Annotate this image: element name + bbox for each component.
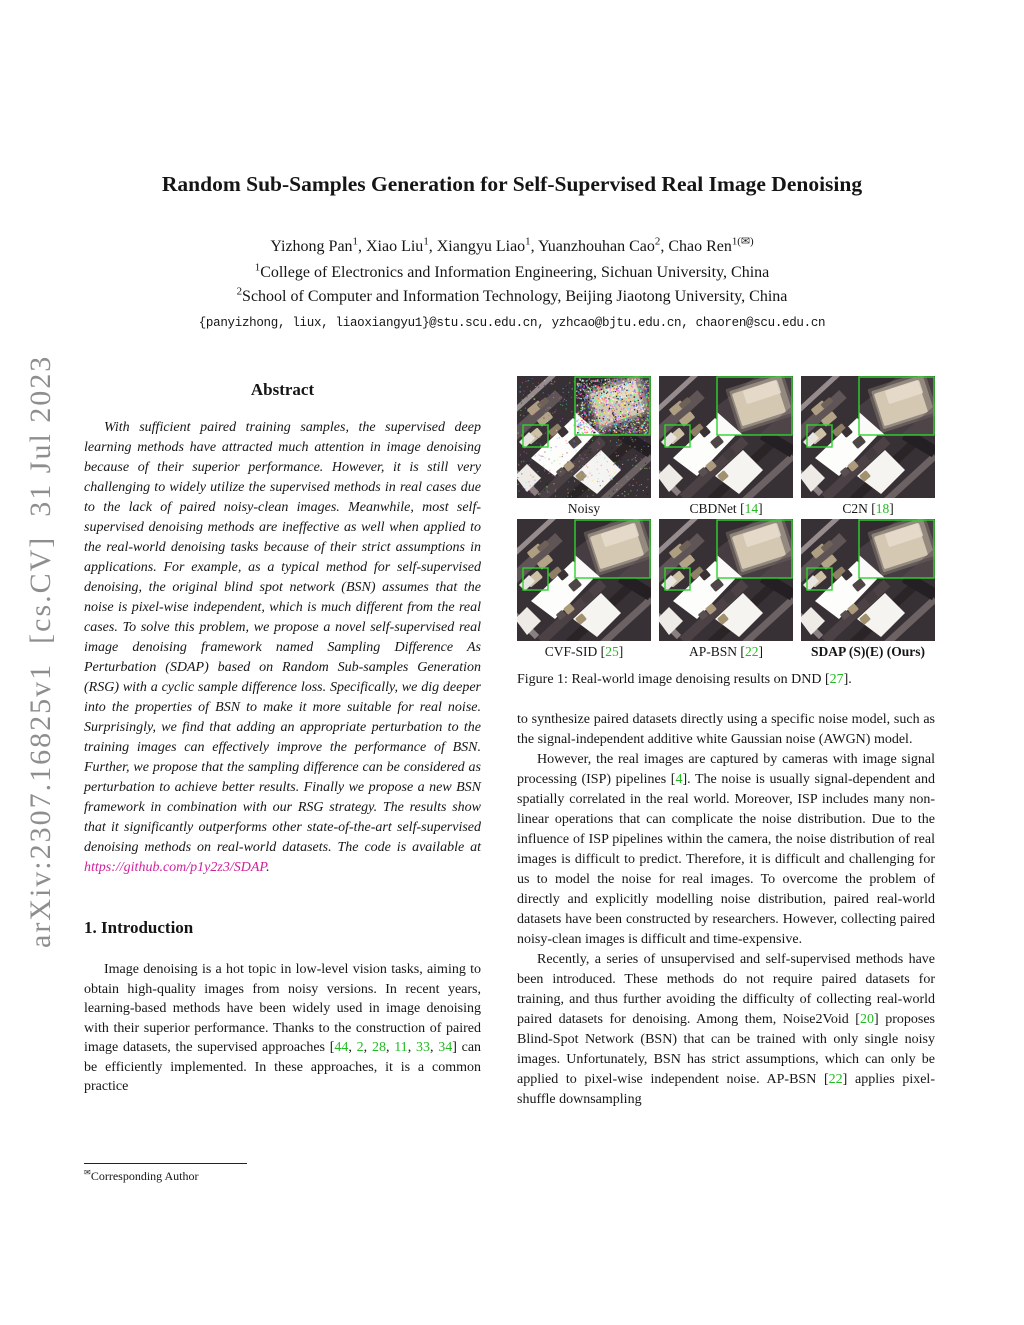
right-column (517, 376, 935, 1110)
figure-panel-label: C2N [18] (842, 501, 894, 516)
superscript: 1 (254, 261, 261, 274)
abstract-heading: Abstract (250, 380, 315, 399)
denoising-result-image (801, 519, 935, 641)
figure-panel-label: CBDNet [14] (689, 501, 763, 516)
citation-ref[interactable]: 34 (438, 1040, 453, 1055)
paragraph-isp: However, the real images are captured by cameras with image signal processing (ISP) pipelines [4]. The noise is usually signal-dependent and spatially correlated in the real world. Moreover, ISP includes many non-linear operations that can complicate the noise distribution. Due to the influence of ISP pipelines within the camera, the noise distribution of real images is difficult to predict. Therefore, it is difficult and challenging for us to model the noise for real images. To overcome the problem of directly and explicitly modelling noise distribution, paired real-world datasets have been constructed by researchers. However, collecting paired noisy-clean images is difficult and time-expensive. (517, 752, 935, 947)
citation-ref[interactable]: 44 (334, 1040, 349, 1055)
citation-ref[interactable]: 28 (371, 1040, 386, 1055)
figure-panel-5 (659, 519, 793, 662)
email-line: {panyizhong, liux, liaoxiangyu1}@stu.scu.edu.cn, yzhcao@bjtu.edu.cn, chaoren@scu.edu.cn (198, 316, 826, 330)
citation-ref[interactable]: 33 (415, 1040, 430, 1055)
denoising-result-image (517, 376, 651, 498)
github-link[interactable]: https://github.com/p1y2z3/SDAP (84, 860, 267, 875)
superscript: 1(✉) (731, 235, 754, 248)
denoising-result-image (659, 376, 793, 498)
section-1-heading: 1. Introduction (84, 918, 194, 937)
citation-ref[interactable]: 4 (675, 772, 683, 787)
left-column (84, 380, 481, 1097)
arxiv-watermark: arXiv:2307.16825v1 [cs.CV] 31 Jul 2023 (24, 354, 57, 948)
denoising-result-image (517, 519, 651, 641)
citation-ref[interactable]: 25 (605, 644, 619, 659)
affiliation-1: $^1$College of Electronics and Information Engineering, Sichuan University, China (254, 261, 770, 281)
bold-text: SDAP (S)(E) (Ours) (811, 644, 925, 659)
footnote-text: ✉Corresponding Author (84, 1168, 199, 1183)
figure-panel-label: Noisy (567, 501, 601, 516)
figure-panel-4 (517, 519, 651, 662)
figure-panel-3 (801, 376, 935, 519)
superscript: ✉ (84, 1168, 91, 1177)
superscript: 1 (423, 235, 429, 248)
citation-ref[interactable]: 18 (875, 501, 890, 516)
paper-title: Random Sub-Samples Generation for Self-Supervised Real Image Denoising (161, 172, 863, 196)
citation-ref[interactable]: 22 (744, 644, 759, 659)
author-line: Yizhong Pan$^1$, Xiao Liu$^1$, Xiangyu Liao$^1$, Yuanzhouhan Cao$^2$, Chao Ren$^{1(✉)}$ (270, 235, 754, 255)
citation-ref[interactable]: 22 (828, 1072, 843, 1087)
figure-panel-label: AP-BSN [22] (689, 644, 763, 659)
figure-panel-1 (517, 376, 651, 519)
figure-panel-label (801, 641, 935, 662)
figure-panel-6 (801, 519, 935, 662)
intro-paragraph: Image denoising is a hot topic in low-level vision tasks, aiming to obtain high-quality images from noisy versions. In recent years, learning-based methods have been widely used in image denoising with their superior performance. Thanks to the construction of paired image datasets, the supervised approaches [44, 2, 28, 11, 33, 34] can be efficiently implemented. In these approaches, it is a common practice (84, 962, 482, 1094)
citation-ref[interactable]: 11 (394, 1040, 408, 1055)
citation-ref[interactable]: 20 (859, 1012, 874, 1027)
figure-panel-label: CVF-SID [25] (544, 644, 624, 659)
denoising-result-image (659, 519, 793, 641)
citation-ref[interactable]: 27 (829, 672, 844, 687)
paragraph-awgn: to synthesize paired datasets directly using a specific noise model, such as the signal-independent additive white Gaussian noise (AWGN) model. (517, 712, 935, 747)
superscript: 2 (654, 235, 661, 248)
citation-ref[interactable]: 2 (356, 1040, 364, 1055)
footnote-rule (84, 1163, 247, 1164)
abstract-text: With sufficient paired training samples, the supervised deep learning methods have attracted much attention in image denoising because of their superior performance. However, it is still very challenging to widely utilize the supervised methods in real cases due to the lack of paired noisy-clean images. Meanwhile, most self-supervised denoising methods are ineffective as well when applied to the real-world denoising tasks because of their strict assumptions in applications. For example, as a typical method for self-supervised denoising, the original blind spot network (BSN) assumes that the noise is pixel-wise independent, which is much different from the real cases. To solve this problem, we propose a novel self-supervised real image denoising framework named Sampling Difference As Perturbation (SDAP) based on Random Sub-samples Generation (RSG) with a cyclic sample difference loss. Specifically, we dig deeper into the properties of BSN to make it more suitable for real noise. Surprisingly, we find that adding an appropriate perturbation to the training images can effectively improve the performance of BSN. Further, we propose that the sampling difference can be considered as perturbation to achieve better results. Finally we propose a new BSN framework in combination with our RSG strategy. The results show that it significantly outperforms other state-of-the-art self-supervised denoising methods on real-world datasets. The code is available at https://github.com/p1y2z3/SDAP. (84, 420, 481, 875)
denoising-result-image (801, 376, 935, 498)
superscript: 1 (525, 235, 531, 248)
citation-ref[interactable]: 14 (744, 501, 759, 516)
superscript: 2 (236, 285, 243, 298)
paragraph-selfsupervised: Recently, a series of unsupervised and self-supervised methods have been introduced. These methods do not require paired datasets for training, and thus further avoiding the difficulty of collecting real-world paired datasets for denoising. Among them, Noise2Void [20] proposes Blind-Spot Network (BSN) that can be trained with only single noisy images. Unfortunately, BSN has strict assumptions, which can only be applied to pixel-wise independent noise. AP-BSN [22] applies pixel-shuffle downsampling (517, 952, 935, 1107)
figure-1-grid (517, 376, 935, 662)
figure-1-caption: Figure 1: Real-world image denoising results on DND [27]. (517, 672, 852, 687)
figure-panel-2 (659, 376, 793, 519)
superscript: 1 (352, 235, 358, 248)
footnote (84, 1163, 481, 1184)
affiliation-2: $^2$School of Computer and Information Technology, Beijing Jiaotong University, China (236, 285, 788, 305)
right-column-text (517, 710, 935, 1110)
